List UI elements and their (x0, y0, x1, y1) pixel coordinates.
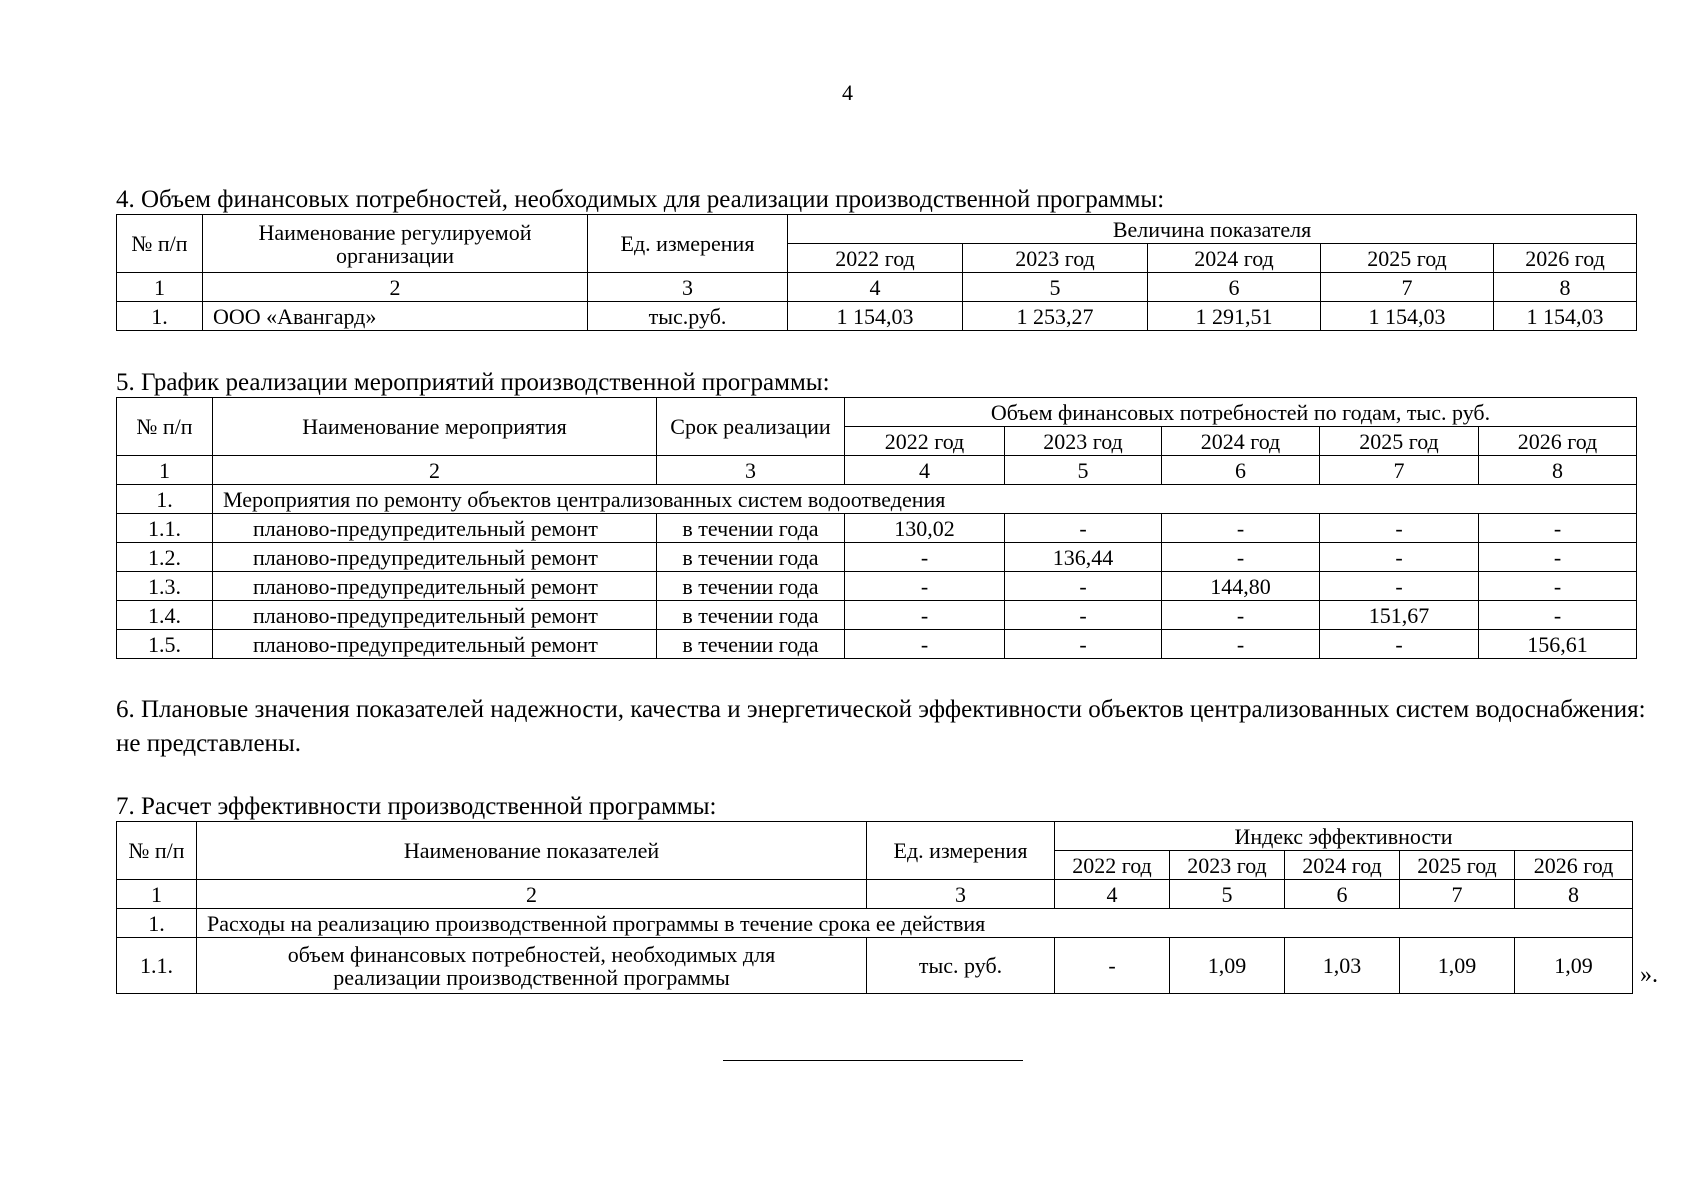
row-num: 1. (117, 302, 203, 331)
table-row (117, 543, 1637, 572)
value-cell: 151,67 (1320, 601, 1479, 630)
header-year: 2026 год (1494, 244, 1637, 273)
page-number: 4 (842, 80, 853, 105)
section-4-heading: 4. Объем финансовых потребностей, необходимых для реализации производственной программы: (116, 186, 1165, 213)
header-num: № п/п (117, 822, 197, 880)
column-index: 8 (1479, 456, 1637, 485)
header-indicators: Наименование показателей (197, 822, 867, 880)
value-cell: 156,61 (1479, 630, 1637, 659)
value-cell: - (1005, 601, 1162, 630)
column-index: 2 (203, 273, 588, 302)
column-index: 6 (1148, 273, 1321, 302)
header-year: 2024 год (1148, 244, 1321, 273)
row-num: 1. (117, 485, 213, 514)
header-unit: Ед. измерения (588, 215, 788, 273)
value-cell: 136,44 (1005, 543, 1162, 572)
header-year: 2024 год (1162, 427, 1320, 456)
column-index: 6 (1162, 456, 1320, 485)
column-index: 3 (588, 273, 788, 302)
column-index: 6 (1285, 880, 1400, 909)
value-cell: 1 154,03 (1494, 302, 1637, 331)
value-cell: 1,09 (1515, 938, 1633, 994)
column-index: 4 (788, 273, 963, 302)
column-index: 1 (117, 880, 197, 909)
column-index: 7 (1400, 880, 1515, 909)
row-num: 1.3. (117, 572, 213, 601)
header-year: 2026 год (1515, 851, 1633, 880)
value-cell: - (1479, 601, 1637, 630)
column-index: 7 (1320, 456, 1479, 485)
table-row (117, 630, 1637, 659)
header-year: 2022 год (845, 427, 1005, 456)
footer-rule (723, 1060, 1023, 1061)
value-cell: - (1320, 514, 1479, 543)
value-cell: - (1162, 514, 1320, 543)
value-cell: - (1479, 514, 1637, 543)
column-index: 5 (963, 273, 1148, 302)
column-index: 3 (657, 456, 845, 485)
value-cell: - (1320, 543, 1479, 572)
column-index: 7 (1321, 273, 1494, 302)
header-financial-volume: Объем финансовых потребностей по годам, тыс. руб. (845, 398, 1637, 427)
activity-term: в течении года (657, 572, 845, 601)
group-title: Мероприятия по ремонту объектов централизованных систем водоотведения (213, 485, 1637, 514)
header-year: 2023 год (963, 244, 1148, 273)
header-term: Срок реализации (657, 398, 845, 456)
column-index: 2 (197, 880, 867, 909)
header-year: 2025 год (1400, 851, 1515, 880)
value-cell: 144,80 (1162, 572, 1320, 601)
value-cell: - (845, 601, 1005, 630)
activity-name: планово-предупредительный ремонт (213, 514, 657, 543)
value-cell: 1 154,03 (788, 302, 963, 331)
activity-name: планово-предупредительный ремонт (213, 630, 657, 659)
value-cell: - (1320, 630, 1479, 659)
value-cell: - (845, 543, 1005, 572)
financial-needs-table (116, 214, 1637, 331)
value-cell: 1,09 (1170, 938, 1285, 994)
header-year: 2022 год (788, 244, 963, 273)
value-cell: - (1479, 572, 1637, 601)
column-index: 2 (213, 456, 657, 485)
column-index: 8 (1515, 880, 1633, 909)
value-cell: 130,02 (845, 514, 1005, 543)
value-cell: 1,03 (1285, 938, 1400, 994)
group-title: Расходы на реализацию производственной программы в течение срока ее действия (197, 909, 1633, 938)
header-num: № п/п (117, 215, 203, 273)
column-index: 3 (867, 880, 1055, 909)
activity-term: в течении года (657, 630, 845, 659)
header-year: 2025 год (1320, 427, 1479, 456)
column-index: 4 (845, 456, 1005, 485)
table-row (117, 514, 1637, 543)
table-row (117, 601, 1637, 630)
header-year: 2023 год (1170, 851, 1285, 880)
row-unit: тыс. руб. (867, 938, 1055, 994)
row-unit: тыс.руб. (588, 302, 788, 331)
header-year: 2025 год (1321, 244, 1494, 273)
header-unit: Ед. измерения (867, 822, 1055, 880)
value-cell: - (1005, 630, 1162, 659)
row-num: 1.1. (117, 514, 213, 543)
table-row (117, 302, 1637, 331)
value-cell: 1 253,27 (963, 302, 1148, 331)
header-year: 2026 год (1479, 427, 1637, 456)
column-index: 1 (117, 456, 213, 485)
activity-name: планово-предупредительный ремонт (213, 543, 657, 572)
organization-name: ООО «Авангард» (203, 302, 588, 331)
row-num: 1.1. (117, 938, 197, 994)
column-index: 5 (1005, 456, 1162, 485)
efficiency-table (116, 821, 1633, 994)
value-cell: - (1162, 543, 1320, 572)
value-cell: - (845, 572, 1005, 601)
row-num: 1. (117, 909, 197, 938)
section-5-heading: 5. График реализации мероприятий производственной программы: (116, 369, 830, 396)
header-activity: Наименование мероприятия (213, 398, 657, 456)
indicator-name: объем финансовых потребностей, необходимых для реализации производственной программы (197, 938, 867, 994)
value-cell: - (845, 630, 1005, 659)
value-cell: - (1005, 572, 1162, 601)
activity-term: в течении года (657, 543, 845, 572)
section-7-heading: 7. Расчет эффективности производственной программы: (116, 793, 717, 820)
value-cell: - (1162, 630, 1320, 659)
row-num: 1.4. (117, 601, 213, 630)
activity-name: планово-предупредительный ремонт (213, 572, 657, 601)
row-num: 1.2. (117, 543, 213, 572)
header-indicator-value: Величина показателя (788, 215, 1637, 244)
header-efficiency-index: Индекс эффективности (1055, 822, 1633, 851)
group-row (117, 485, 1637, 514)
row-num: 1.5. (117, 630, 213, 659)
column-index-row (117, 273, 1637, 302)
column-index-row (117, 456, 1637, 485)
value-cell: - (1055, 938, 1170, 994)
table-row (117, 572, 1637, 601)
activity-term: в течении года (657, 514, 845, 543)
value-cell: 1 291,51 (1148, 302, 1321, 331)
header-year: 2022 год (1055, 851, 1170, 880)
value-cell: - (1320, 572, 1479, 601)
value-cell: 1,09 (1400, 938, 1515, 994)
column-index: 4 (1055, 880, 1170, 909)
column-index-row (117, 880, 1633, 909)
section-6-text: 6. Плановые значения показателей надежности, качества и энергетической эффективности объектов централизованных систем водоснабжения: не представлены. (116, 696, 1646, 757)
schedule-table (116, 397, 1637, 659)
header-year: 2024 год (1285, 851, 1400, 880)
column-index: 8 (1494, 273, 1637, 302)
activity-term: в течении года (657, 601, 845, 630)
column-index: 5 (1170, 880, 1285, 909)
header-year: 2023 год (1005, 427, 1162, 456)
activity-name: планово-предупредительный ремонт (213, 601, 657, 630)
value-cell: - (1005, 514, 1162, 543)
column-index: 1 (117, 273, 203, 302)
value-cell: - (1479, 543, 1637, 572)
header-organization: Наименование регулируемой организации (203, 215, 588, 273)
closing-quote: ». (1640, 962, 1658, 988)
value-cell: - (1162, 601, 1320, 630)
value-cell: 1 154,03 (1321, 302, 1494, 331)
header-num: № п/п (117, 398, 213, 456)
group-row (117, 909, 1633, 938)
table-row (117, 938, 1633, 994)
